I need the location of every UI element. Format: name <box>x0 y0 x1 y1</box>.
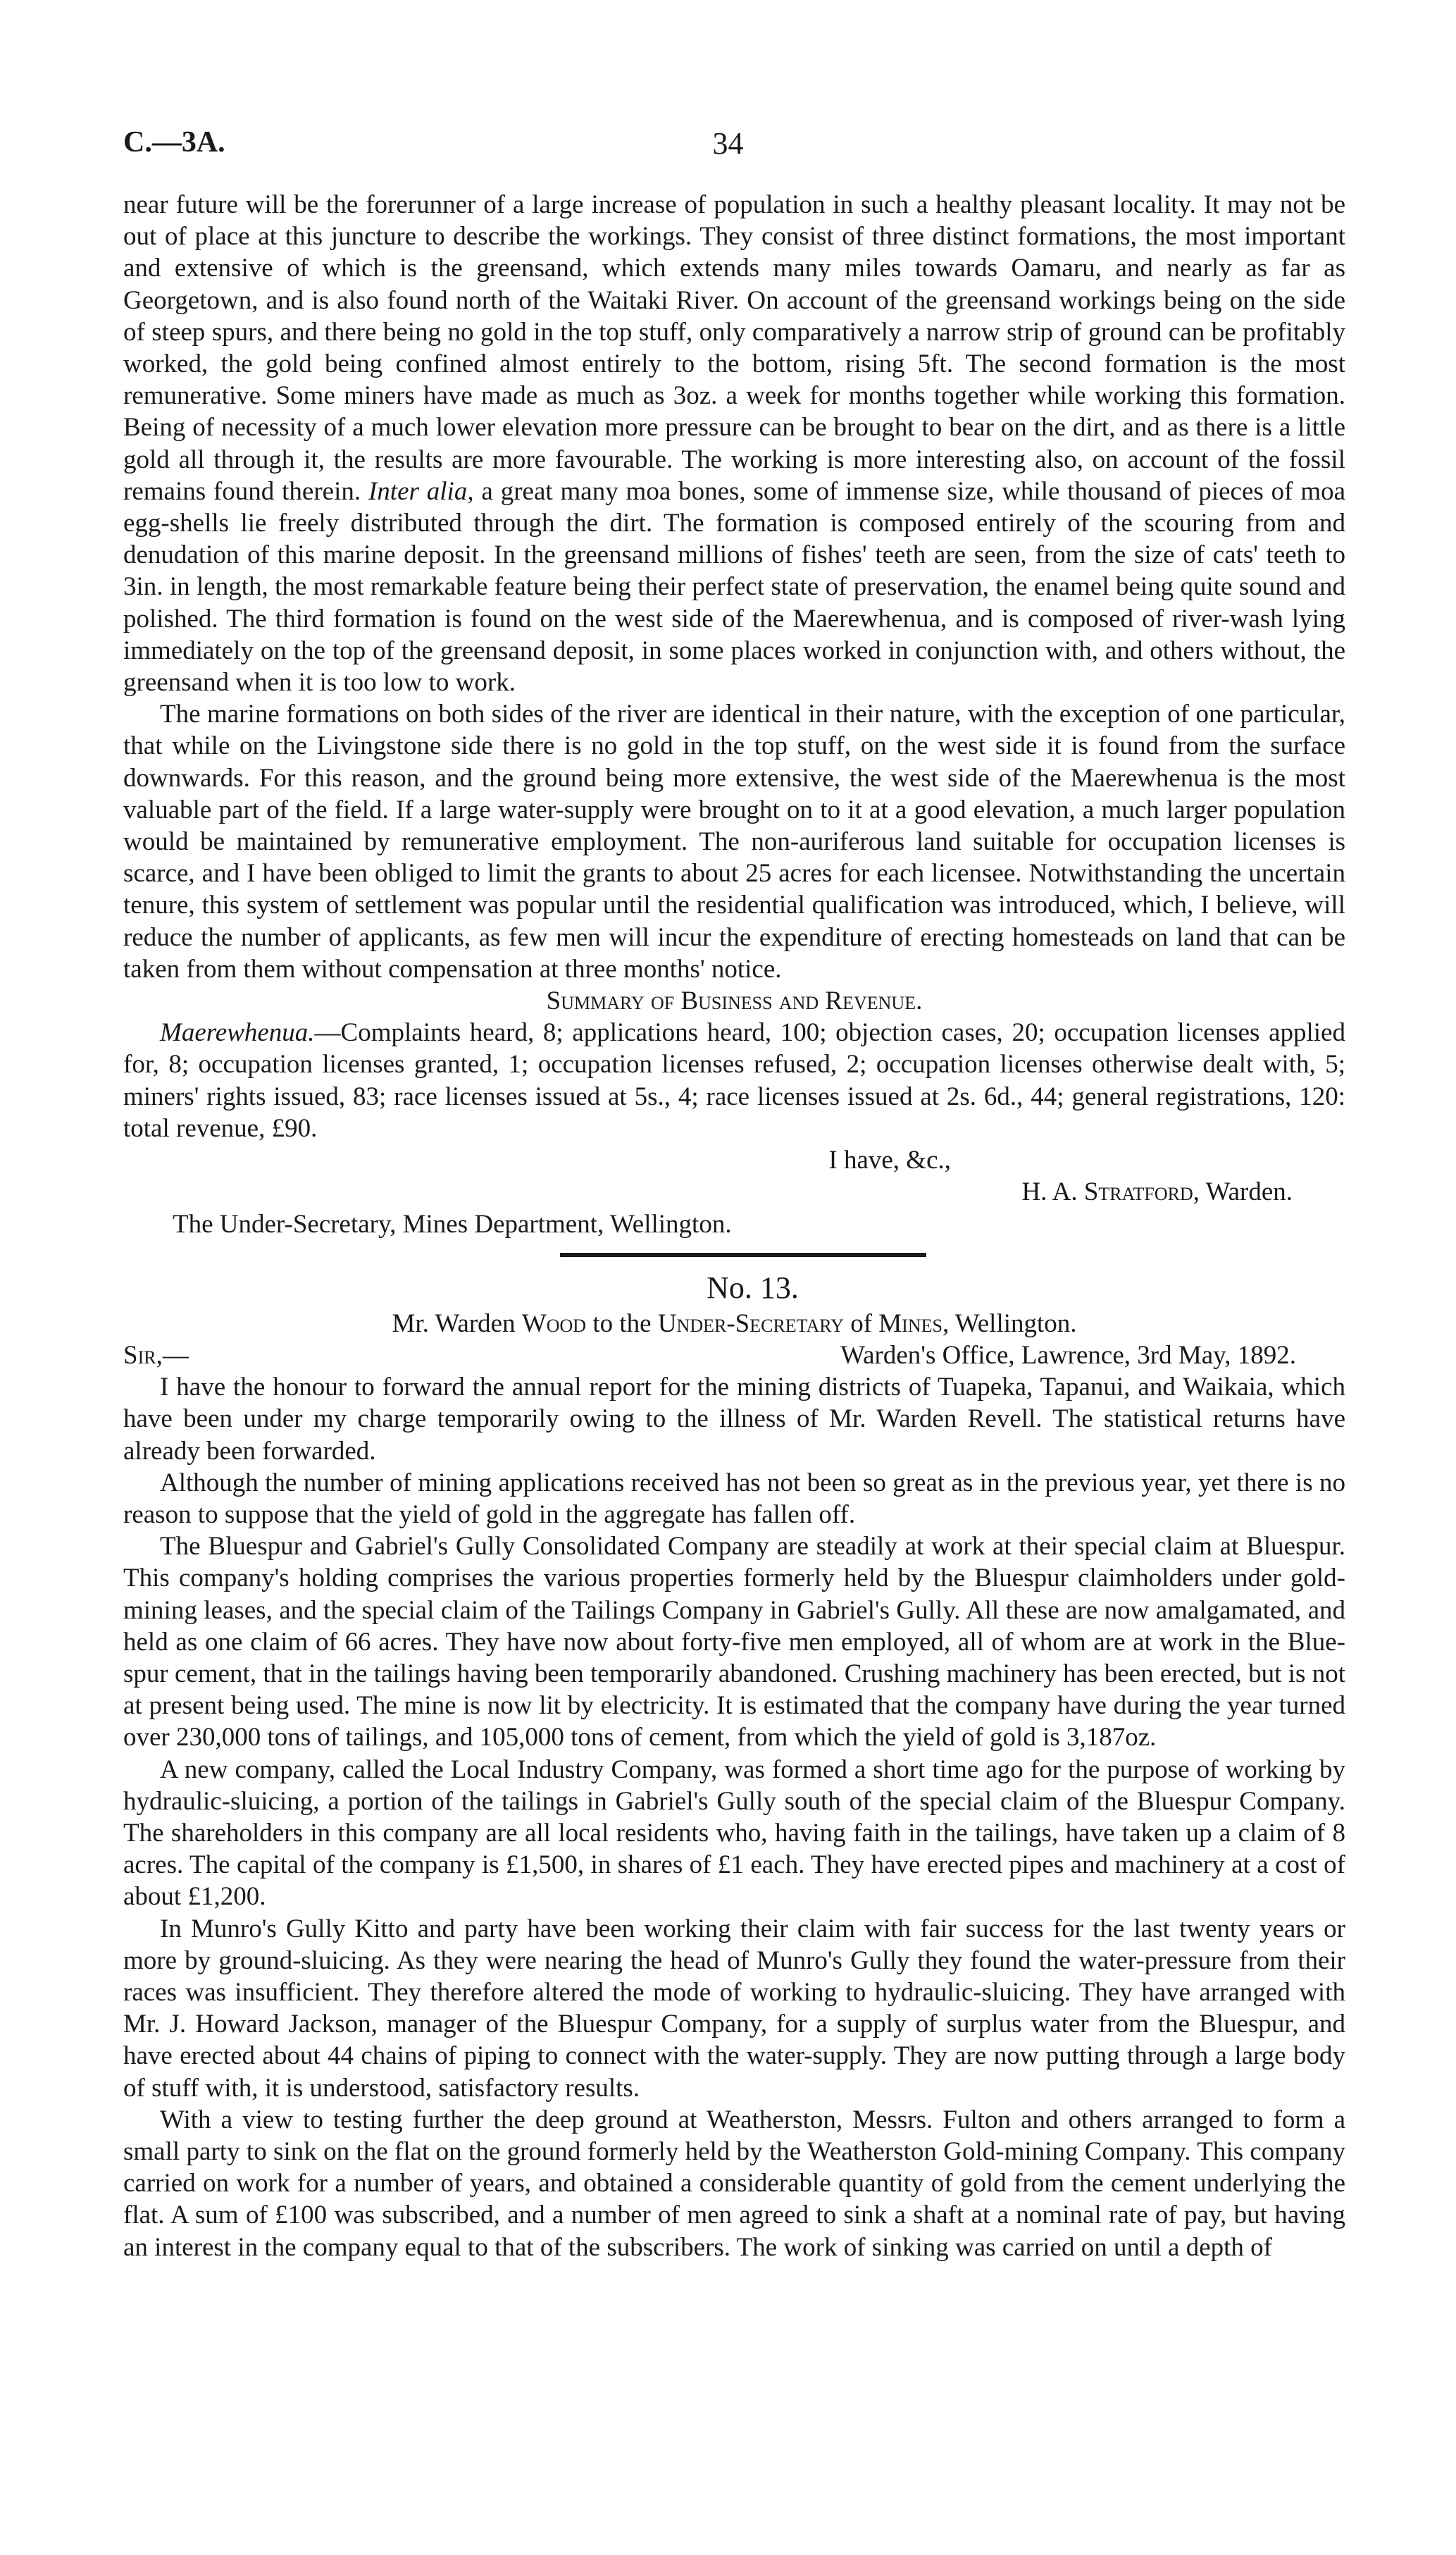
intro-text-cont: a great many moa bones, some of immense size, while thousand of pieces of moa egg-shells lie freely distributed through the dirt. The formation is composed entirely of the scouring from and denudation of this marine deposit. In the greensand millions of fishes' teeth are seen, from the size of cats' teeth to 3in. in length, the most remarkable feature being their perfect state of preservation, the enamel being quite sound and polished. The third formation is found on the west side of the Maerewhenua, and is composed of river-wash lying immediately on the top of the greensand deposit, in some places worked in conjunction with, and others without, the greensand when it is too low to work. <box>123 476 1346 698</box>
letter-paragraph-2: Although the number of mining applications received has not been so great as in the previous year, yet there is no reason to suppose that the yield of gold in the aggregate has fallen off. <box>123 1468 1345 1529</box>
salutation: Sir,— <box>123 1340 189 1370</box>
closing-line: I have, &c., <box>828 1146 951 1175</box>
to-dept: Mines <box>878 1309 942 1338</box>
body-text <box>123 189 1345 2263</box>
letter-heading <box>123 1308 1345 1340</box>
page-number: 34 <box>712 126 744 161</box>
letter-paragraph-5: In Munro's Gully Kitto and party have been working their claim with fair success for the last twenty years or more by ground-sluicing. As they were nearing the head of Munro's Gully they found the water-pressure from their races was insufficient. They therefore altered the mode of working to hydraulic-sluicing. They have arranged with Mr. J. Howard Jackson, manager of the Bluespur Company, for a supply of surplus water from the Bluespur, and have erected about 44 chains of piping to connect with the water-supply. They are now putting through a large body of stuff with, it is understood, satisfactory results. <box>123 1914 1345 2103</box>
to-place: , Wellington. <box>942 1309 1077 1338</box>
divider-rule <box>560 1253 926 1257</box>
signatory-title: , Warden. <box>1193 1177 1293 1207</box>
to-office: Under-Secretary <box>657 1309 844 1338</box>
marine-paragraph: The marine formations on both sides of the river are identical in their nature, with the exception of one particular, that while on the Livingstone side there is no gold in the top stuff, on the west side it is found from the surface downwards. For this reason, and the ground being more extensive, the west side of the Maerewhenua is the most valuable part of the field. If a large water-supply were brought on to it at a good elevation, a much larger population would be maintained by remunerative employment. The non-auriferous land suitable for occupation licenses is scarce, and I have been obliged to limit the grants to about 25 acres for each licensee. Notwithstanding the uncertain tenure, this system of settlement was popular until the residential qualification was introduced, which, I believe, will reduce the number of applicants, as few men will incur the expenditure of erecting homesteads on land that can be taken from them without compensation at three months' notice. <box>123 700 1345 984</box>
letter-paragraph-6: With a view to testing further the deep ground at Weatherston, Messrs. Fulton and others arranged to form a small party to sink on the flat on the ground formerly held by the Weatherston Gold-mining Company. This company carried on work for a number of years, and obtained a considerable quantity of gold from the cement underlying the flat. A sum of £100 was subscribed, and a number of men agreed to sink a shaft at a nominal rate of pay, but having an interest in the company equal to that of the subscribers. The work of sinking was carried on until a depth of <box>123 2105 1345 2262</box>
section-divider <box>123 1240 1345 1268</box>
summary-text: —Complaints heard, 8; applications heard, 100; objection cases, 20; occupation licenses applied for, 8; occupation licenses granted, 1; occupation licenses refused, 2; occupation licenses otherwise dealt with, 5; miners' rights issued, 83; race licenses issued at 5s., 4; race licenses issued at 2s. 6d., 44; general registrations, 120: total revenue, £90. <box>123 1018 1345 1143</box>
letter-paragraph-1: I have the honour to forward the annual report for the mining districts of Tuapeka, Tapanui, and Waikaia, which have been under my charge temporarily owing to the illness of Mr. Warden Revell. The statistical returns have already been forwarded. <box>123 1373 1345 1466</box>
page-header <box>123 125 1333 168</box>
signatory-surname: Stratford <box>1083 1177 1193 1207</box>
from-prefix: Mr. Warden <box>392 1309 516 1338</box>
summary-place: Maerewhenua. <box>160 1018 315 1048</box>
from-name: Wood <box>521 1309 587 1338</box>
letter-paragraph-4: A new company, called the Local Industry Company, was formed a short time ago for the purpose of working by hydraulic-sluicing, a portion of the tailings in Gabriel's Gully south of the special claim of the Bluespur Company. The shareholders in this company are all local residents who, having faith in the tailings, have taken up a claim of 8 acres. The capital of the company is £1,500, in shares of £1 each. They have erected pipes and machinery at a cost of about £1,200. <box>123 1755 1345 1912</box>
signature-line <box>123 1176 1345 1208</box>
report-reference: C.—3A. <box>123 126 225 159</box>
addressee-line: The Under-Secretary, Mines Department, Wellington. <box>173 1209 732 1239</box>
intro-text: near future will be the forerunner of a large increase of population in such a healthy pleasant locality. It may not be out of place at this juncture to describe the workings. They consist of three distinct formations, the most important and extensive of which is the greensand, which extends many miles towards Oamaru, and nearly as far as Georgetown, and is also found north of the Waitaki River. On account of the greensand workings being on the side of steep spurs, and there being no gold in the top stuff, only comparatively a narrow strip of ground can be profitably worked, the gold being confined almost entirely to the bottom, rising 5ft. The second formation is the most remunerative. Some miners have made as much as 3oz. a week for months together while working this formation. Being of necessity of a much lower elevation more pressure can be brought to bear on the dirt, and as there is a little gold all through it, the results are more favourable. The working is more interesting also, on account of the fossil remains found therein. <box>123 190 1345 506</box>
office-date: Warden's Office, Lawrence, 3rd May, 1892. <box>840 1340 1296 1370</box>
signatory-initials: H. A. <box>1021 1177 1078 1207</box>
salutation-row <box>123 1340 1345 1371</box>
intro-paragraph <box>123 189 1345 698</box>
to-of: of <box>850 1309 873 1338</box>
letter-number: No. 13. <box>707 1270 799 1305</box>
to-mid: to the <box>592 1309 652 1338</box>
summary-heading: Summary of Business and Revenue. <box>546 986 923 1016</box>
summary-paragraph <box>123 1017 1345 1144</box>
letter-paragraph-3: The Bluespur and Gabriel's Gully Consolidated Company are steadily at work at their special claim at Bluespur. This company's holding comprises the various properties formerly held by the Bluespur claimholders under gold-mining leases, and the special claim of the Tailings Company in Gabriel's Gully. All these are now amalgamated, and held as one claim of 66 acres. They have now about forty-five men employed, all of whom are at work in the Blue-spur cement, that in the tailings having been temporarily abandoned. Crushing machinery has been erected, but is not at present being used. The mine is now lit by electricity. It is estimated that the company have during the year turned over 230,000 tons of tailings, and 105,000 tons of cement, from which the yield of gold is 3,187oz. <box>123 1532 1345 1752</box>
intro-italic: Inter alia, <box>368 476 474 506</box>
